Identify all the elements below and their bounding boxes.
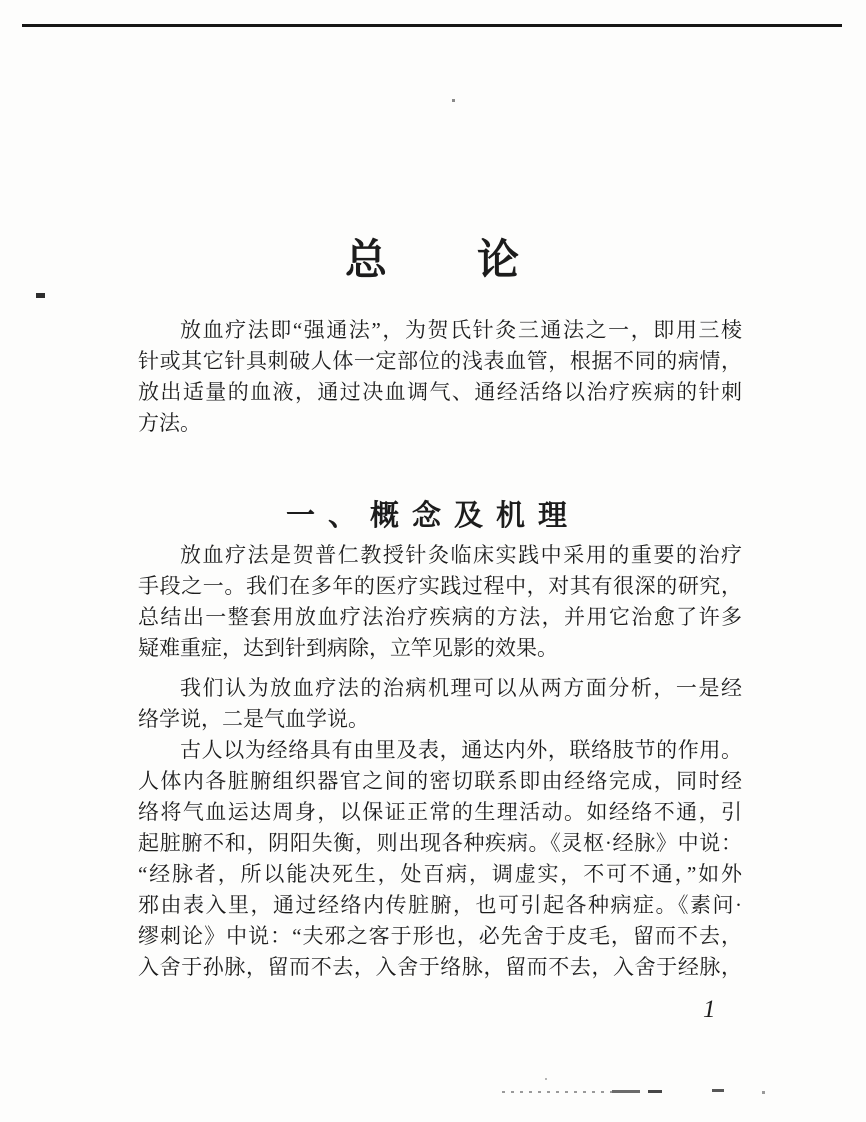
paragraph-meridian-theory [138,735,742,983]
text-line: 络学说，二是气血学说。 [138,707,369,731]
text-line: 人体内各脏腑组织器官之间的密切联系即由经络完成，同时经 [138,769,742,793]
paragraph-mechanism [138,673,742,735]
text-line: 入舍于孙脉，留而不去，入舍于络脉，留而不去，入舍于经脉， [138,955,742,979]
scan-top-rule [22,24,842,27]
scan-speck [612,1090,640,1093]
text-line: “经脉者，所以能决死生，处百病，调虚实，不可不通，”如外 [138,862,742,886]
text-line: 疑难重症，达到针到病除，立竿见影的效果。 [138,636,558,660]
text-line: 络将气血运达周身，以保证正常的生理活动。如经络不通，引 [138,800,742,824]
page-title: 总 论 [344,235,521,285]
text-line: 我们认为放血疗法的治病机理可以从两方面分析，一是经 [180,676,742,700]
scan-noise-band [502,1091,614,1093]
text-line: 放血疗法是贺普仁教授针灸临床实践中采用的重要的治疗 [180,543,742,567]
text-line: 放血疗法即“强通法”，为贺氏针灸三通法之一，即用三棱 [180,318,742,342]
scan-speck [36,293,45,298]
scan-speck [712,1089,724,1092]
text-line: 起脏腑不和，阴阳失衡，则出现各种疾病。《灵枢·经脉》中说： [138,831,742,855]
text-line: 总结出一整套用放血疗法治疗疾病的方法，并用它治愈了许多 [138,605,742,629]
text-line: 缪刺论》中说：“夫邪之客于形也，必先舍于皮毛，留而不去， [138,924,742,948]
page-number: 1 [703,996,716,1023]
scan-speck [545,1078,547,1080]
scan-speck [762,1091,765,1094]
text-line: 方法。 [138,411,201,435]
text-line: 手段之一。我们在多年的医疗实践过程中，对其有很深的研究， [138,574,742,598]
paragraph-overview [138,540,742,664]
text-line: 古人以为经络具有由里及表，通达内外，联络肢节的作用。 [180,738,742,762]
section-heading: 一、概念及机理 [285,500,580,533]
scan-speck [648,1090,662,1093]
text-line: 放出适量的血液，通过决血调气、通经活络以治疗疾病的针刺 [138,380,742,404]
scan-speck [452,99,455,102]
text-line: 邪由表入里，通过经络内传脏腑，也可引起各种病症。《素问· [138,893,742,917]
paragraph-intro [138,315,742,439]
text-line: 针或其它针具刺破人体一定部位的浅表血管，根据不同的病情， [138,349,742,373]
